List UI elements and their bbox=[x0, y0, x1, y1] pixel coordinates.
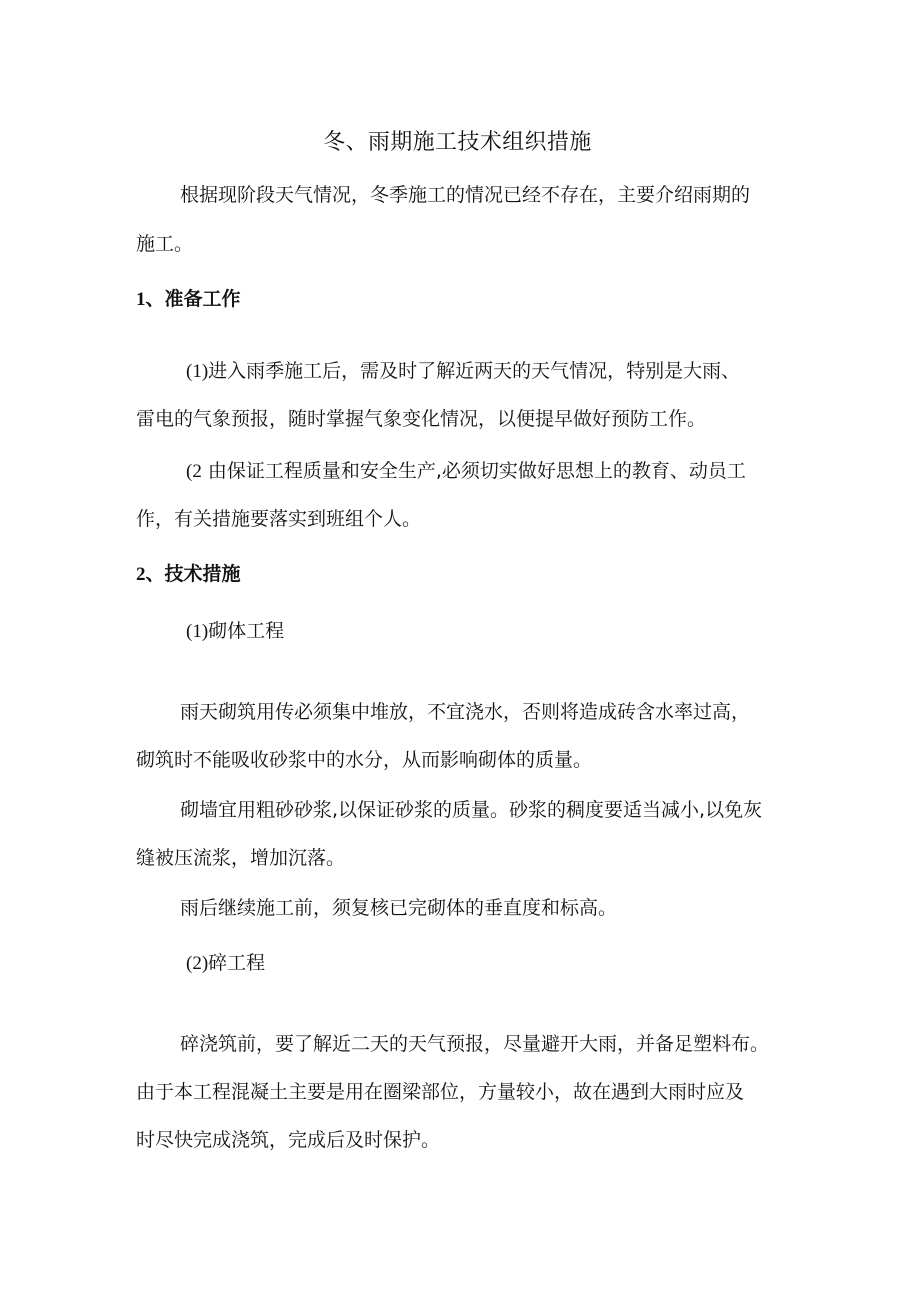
masonry-para-2-line-2: 缝被压流浆，增加沉落。 bbox=[136, 847, 346, 869]
item-1-line-2: 雷电的气象预报，随时掌握气象变化情况，以便提早做好预防工作。 bbox=[136, 408, 707, 430]
item-2-text-1: 由保证工程质量和安全生产,必须切实做好思想上的教育、动员工 bbox=[201, 460, 746, 482]
masonry-para-3: 雨后继续施工前，须复核已完砌体的垂直度和标高。 bbox=[180, 897, 618, 919]
intro-line-2: 施工。 bbox=[136, 233, 194, 255]
masonry-para-1-line-2: 砌筑时不能吸收砂浆中的水分，从而影响砌体的质量。 bbox=[136, 749, 593, 771]
sub-1-marker: (1) bbox=[186, 621, 209, 642]
masonry-para-1-line-1: 雨天砌筑用传必须集中堆放，不宜浇水，否则将造成砖含水率过高， bbox=[180, 701, 751, 723]
item-2-line-2: 作，有关措施要落实到班组个人。 bbox=[136, 508, 422, 530]
section-2-title: 技术措施 bbox=[164, 563, 241, 585]
item-1-text-1: 进入雨季施工后，需及时了解近两天的天气情况，特别是大雨、 bbox=[208, 360, 741, 382]
concrete-para-line-1: 碎浇筑前，要了解近二天的天气预报，尽量避开大雨，并备足塑料布。 bbox=[180, 1033, 770, 1055]
sub-2-label: 碎工程 bbox=[208, 952, 266, 974]
item-1-line-1 bbox=[186, 356, 740, 387]
section-2-number: 2、 bbox=[136, 564, 165, 585]
concrete-para-line-3: 时尽快完成浇筑，完成后及时保护。 bbox=[136, 1129, 441, 1151]
masonry-para-2-line-1: 砌墙宜用粗砂砂浆,以保证砂浆的质量。砂浆的稠度要适当减小,以免灰 bbox=[180, 799, 763, 821]
sub-2-heading bbox=[186, 948, 265, 979]
section-2-heading bbox=[136, 559, 241, 590]
document-title: 冬、雨期施工技术组织措施 bbox=[323, 130, 592, 155]
item-2-line-1 bbox=[186, 456, 746, 487]
sub-1-heading bbox=[186, 616, 284, 647]
section-1-heading bbox=[136, 284, 241, 315]
sub-1-label: 砌体工程 bbox=[208, 620, 285, 642]
sub-2-marker: (2) bbox=[186, 953, 209, 974]
item-1-marker: (1) bbox=[186, 361, 209, 382]
section-1-number: 1、 bbox=[136, 289, 165, 310]
intro-line-1: 根据现阶段天气情况，冬季施工的情况已经不存在，主要介绍雨期的 bbox=[180, 184, 751, 206]
section-1-title: 准备工作 bbox=[164, 288, 241, 310]
concrete-para-line-2: 由于本工程混凝土主要是用在圈梁部位，方量较小，故在遇到大雨时应及 bbox=[136, 1081, 745, 1103]
item-2-marker: (2 bbox=[186, 461, 202, 482]
